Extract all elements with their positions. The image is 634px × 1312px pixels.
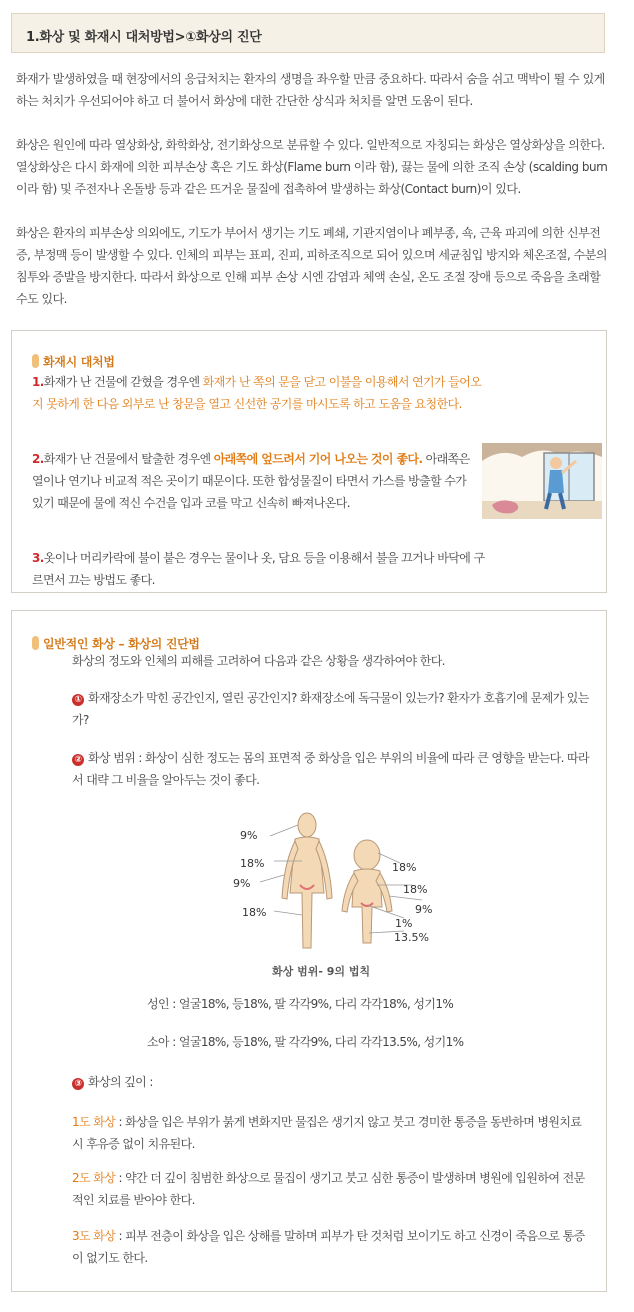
number-1-badge: ① xyxy=(72,694,84,706)
fire-item-2-text: 화재가 난 건물에서 탈출한 경우엔 xyxy=(43,452,214,466)
diagnosis-item-2-text: 화상 범위 : 화상이 심한 정도는 몸의 표면적 중 화상을 입은 부위의 비율에 따라 큰 영향을 받는다. 따라서 대략 그 비율을 알아두는 것이 좋다. xyxy=(72,751,589,787)
fire-item-2 xyxy=(32,448,472,514)
first-degree-burn xyxy=(72,1111,592,1155)
diagnosis-item-3 xyxy=(72,1071,592,1093)
diagnosis-item-2 xyxy=(72,747,592,791)
fire-item-3-number: 3. xyxy=(32,551,44,565)
window-escape-illustration xyxy=(482,443,602,519)
child-head-percent: 18% xyxy=(392,861,417,874)
number-2-badge: ② xyxy=(72,754,84,766)
burn-diagnosis-title-text: 일반적인 화상 – 화상의 진단법 xyxy=(43,637,200,651)
fire-item-3-text: 옷이나 머리카락에 불이 붙은 경우는 물이나 옷, 담요 등을 이용해서 불을 끄거나 바닥에 구르면서 끄는 방법도 좋다. xyxy=(32,551,485,587)
bullet-icon xyxy=(32,354,39,368)
fire-response-title xyxy=(32,353,115,370)
rule-of-nines-figure xyxy=(232,803,452,951)
third-degree-burn xyxy=(72,1225,592,1269)
second-degree-text: : 약간 더 깊이 침범한 화상으로 물집이 생기고 붓고 심한 통증이 발생하며 병원에 입원하여 전문적인 치료를 받아야 한다. xyxy=(72,1171,585,1207)
second-degree-burn xyxy=(72,1167,592,1211)
intro-paragraph-2: 화상은 원인에 따라 열상화상, 화학화상, 전기화상으로 분류할 수 있다. 일반적으로 자칭되는 화상은 열상화상을 의한다. 열상화상은 다시 화재에 의한 피부손상 혹은 기도 화상(Flame burn 이라 함), 끓는 물에 의한 조직 손상 (scalding burn이라 함) 및 주전자나 온돌방 등과 같은 뜨거운 물질에 접촉하여 발생하는 화상(Contact burn)이 있다. xyxy=(16,138,608,196)
fire-response-box xyxy=(11,330,607,593)
adult-leg-percent: 18% xyxy=(242,906,267,919)
fire-item-2-detail: 아래쪽은 열이나 연기나 비교적 적은 곳이기 때문이다. 또한 합성물질이 타면서 가스를 방출할 수가 있기 때문에 물에 적신 수건을 입과 코를 막고 신속히 빠져나온다. xyxy=(32,452,470,510)
fire-item-3 xyxy=(32,547,492,591)
second-degree-label: 2도 화상 xyxy=(72,1171,116,1185)
first-degree-text: : 화상을 입은 부위가 붉게 변화지만 물집은 생기지 않고 붓고 경미한 통증을 동반하며 병원치료 시 후유증 없이 치유된다. xyxy=(72,1115,582,1151)
diagnosis-intro: 화상의 정도와 인체의 피해를 고려하여 다음과 같은 상황을 생각하여야 한다. xyxy=(72,654,445,668)
fire-item-2-highlight: 아래쪽에 엎드려서 기어 나오는 것이 좋다. xyxy=(213,452,423,466)
page-header xyxy=(11,13,605,53)
diagnosis-item-3-text: 화상의 깊이 : xyxy=(88,1075,153,1089)
adult-trunk-percent: 18% xyxy=(240,857,265,870)
intro-paragraph-3: 화상은 환자의 피부손상 의외에도, 기도가 부어서 생기는 기도 폐쇄, 기관지염이나 폐부종, 쇽, 근육 파괴에 의한 신부전증, 부정맥 등이 발생할 수 있다. 인체의 피부는 표피, 진피, 피하조직으로 되어 있으며 세균침입 방지와 체온조절, 수분의 침투와 증발을 방지한다. 따라서 화상으로 인해 피부 손상 시엔 감염과 체액 손실, 온도 조절 장애 등으로 죽음을 초래할 수도 있다. xyxy=(16,226,607,306)
diagnosis-item-1-text: 화재장소가 막힌 공간인지, 열린 공간인지? 화재장소에 독극물이 있는가? 환자가 호흡기에 문제가 있는가? xyxy=(72,691,589,727)
child-body-figure xyxy=(342,840,392,943)
third-degree-label: 3도 화상 xyxy=(72,1229,116,1243)
fire-response-title-text: 화재시 대처법 xyxy=(43,355,115,369)
adult-percent-line: 성인 : 얼굴18%, 등18%, 팔 각각9%, 다리 각각18%, 성기1% xyxy=(147,997,454,1011)
child-percent-line: 소아 : 얼굴18%, 등18%, 팔 각각9%, 다리 각각13.5%, 성기1% xyxy=(147,1035,464,1049)
fire-item-1 xyxy=(32,371,484,415)
third-degree-text: : 피부 전층이 화상을 입은 상해를 말하며 피부가 탄 것처럼 보이기도 하고 신경이 죽음으로 통증이 없기도 한다. xyxy=(72,1229,585,1265)
child-leg-percent: 13.5% xyxy=(394,931,429,944)
fire-item-1-number: 1. xyxy=(32,375,44,389)
child-genital-percent: 1% xyxy=(395,917,413,930)
figure-caption: 화상 범위- 9의 법칙 xyxy=(272,965,371,978)
page-title: 1.화상 및 화재시 대처방법>①화상의 진단 xyxy=(26,30,262,45)
number-3-badge: ③ xyxy=(72,1078,84,1090)
intro-section xyxy=(16,68,610,332)
adult-arm-percent: 9% xyxy=(233,877,251,890)
child-arm-percent: 9% xyxy=(415,903,433,916)
intro-paragraph-1: 화재가 발생하였을 때 현장에서의 응급처치는 환자의 생명을 좌우할 만큼 중요하다. 따라서 숨을 쉬고 맥박이 뛸 수 있게 하는 처치가 우선되어야 하고 더 불어서 화상에 대한 간단한 상식과 처치를 알면 도움이 된다. xyxy=(16,72,605,108)
fire-item-2-number: 2. xyxy=(32,452,44,466)
fire-item-1-highlight: 화재가 난 쪽의 문을 닫고 이불을 이용해서 연기가 들어오지 못하게 한 다음 외부로 난 창문을 열고 신선한 공기를 마시도록 하고 도움을 요청한다. xyxy=(32,375,482,411)
fire-item-1-text: 화재가 난 건물에 갇혔을 경우엔 xyxy=(43,375,203,389)
adult-body-figure xyxy=(282,813,332,948)
diagnosis-item-1 xyxy=(72,687,592,731)
burn-diagnosis-box xyxy=(11,610,607,1292)
adult-head-percent: 9% xyxy=(240,829,258,842)
first-degree-label: 1도 화상 xyxy=(72,1115,116,1129)
bullet-icon xyxy=(32,636,39,650)
child-trunk-percent: 18% xyxy=(403,883,428,896)
